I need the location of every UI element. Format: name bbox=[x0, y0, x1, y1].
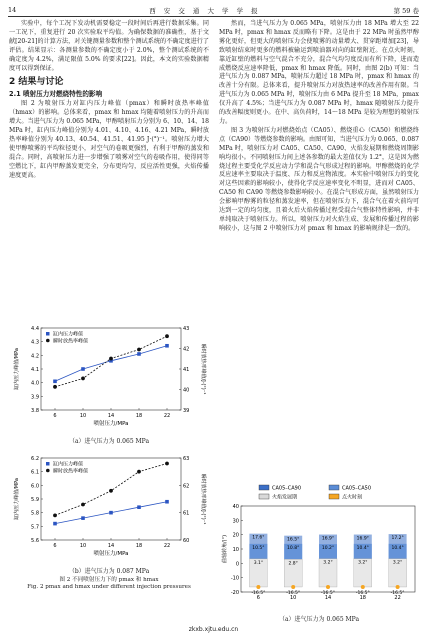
legend-label-heat-release: 瞬时放热率峰值 bbox=[53, 468, 89, 475]
y-left-tick-label: 4.0 bbox=[31, 380, 39, 387]
y-left-axis-label: 缸内压力峰值/MPa bbox=[14, 478, 20, 520]
x-tick-label: 10 bbox=[79, 413, 87, 419]
figure-3a-subcaption: （a）进气压力为 0.065 MPa bbox=[278, 616, 360, 623]
point-heat-release bbox=[81, 377, 85, 381]
ignition-marker bbox=[326, 585, 330, 589]
y-right-tick-label: 40 bbox=[183, 387, 190, 394]
legend-label-pressure: 缸内压力峰值 bbox=[53, 461, 84, 468]
point-heat-release bbox=[165, 334, 169, 338]
y-right-axis-label: 瞬时放热率峰值/J·(°)⁻¹ bbox=[200, 473, 206, 525]
x-tick-label: 14 bbox=[107, 543, 115, 549]
y-tick-label: 30 bbox=[232, 518, 239, 525]
point-pressure bbox=[137, 505, 141, 509]
paragraph-fig2-discussion: 图 2 为喷射压力对缸内压力峰值（pmax）和瞬时放热率峰值（hmax）的影响。总体来看，pmax 和 hmax 均随着喷射压力的升高而增大。当进气压力为 0.065 MPa，甲醇喷射压力分别为 6、10、14、18 MPa 时，缸内压力峰值分别为 4.01、4.10、4.16、4.21 MPa，瞬时放热率峰值分别为 40.13、40.54、41.51、41.95 J·(°)⁻¹。喷射压力增大使甲醇喷雾的平均粒径更小，对空气的卷吸更强烈，有利于甲醇的蒸发和混合。同时，高喷射压力进一步增强了喷雾对空气的卷吸作用，使得同等空燃比下，缸内甲醇蒸发更完全，分布更均匀，反应活性更强，火焰传播速度更高。 bbox=[9, 100, 209, 179]
page-number: 14 bbox=[8, 6, 17, 14]
chart-2b bbox=[9, 452, 209, 562]
x-axis-label: 喷射压力/MPa bbox=[93, 551, 129, 557]
footer-url: zkxb.xjtu.edu.cn bbox=[188, 626, 239, 633]
x-tick-label: 18 bbox=[135, 543, 143, 549]
legend-swatch bbox=[329, 494, 339, 499]
y-tick-label: -10 bbox=[230, 575, 239, 582]
legend-label: CA05–CA90 bbox=[272, 485, 302, 492]
y-left-tick-label: 4.3 bbox=[31, 339, 39, 346]
y-left-tick-label: 5.7 bbox=[31, 524, 39, 531]
y-right-tick-label: 61 bbox=[183, 510, 190, 517]
legend-label: 火焰发展期 bbox=[272, 494, 298, 501]
figure-2-caption-en: Fig. 2 pmax and hmax under different injection pressures bbox=[27, 584, 191, 590]
x-tick-label: 6 bbox=[53, 413, 57, 419]
point-heat-release bbox=[109, 489, 113, 493]
bar-label-low: 2.8° bbox=[288, 561, 298, 567]
paragraph-pressure-effect: 然而，当进气压力为 0.065 MPa，喷射压力由 18 MPa 增大至 22 MPa 时，pmax 和 hmax 反而略有下降。这是由于 22 MPa 时虽然甲醇雾化更好，但更大的喷射压力会使喷雾的动量增大、贯穿距增加[23]，导致喷射结束时更多的燃料被输运到喷油器对向的缸壁附近。在点火时刻，靠近缸壁的燃料与空气混合不充分，混合气均匀度反而有所下降，进而造成燃烧反应速率降低，pmax 和 hmax 降低。同时，由图 2(b) 可知：当进气压力为 0.087 MPa，喷射压力超过 18 MPa 时，pmax 和 hmax 的改善十分有限。总体来看，提升喷射压力对放热速率的改善作用有限。当进气压力为 0.065 MPa 时，喷射压力由 6 MPa 提升至 18 MPa，pmax 仅升高了 4.5%；当进气压力为 0.087 MPa 时，hmax 随喷射压力提升的改善幅度则更小。在中、高负荷时，14～18 MPa 是较为理想的喷射压力。 bbox=[219, 20, 419, 125]
figure-3a bbox=[219, 480, 419, 623]
legend-swatch-pressure bbox=[46, 462, 50, 466]
y-tick-label: -20 bbox=[230, 590, 239, 596]
ignition-marker bbox=[256, 585, 260, 589]
bar-label-low: 3.2° bbox=[323, 560, 333, 566]
left-column bbox=[9, 20, 209, 180]
paragraph-fig3-discussion: 图 3 为喷射压力对燃烧始点（CA05）、燃烧重心（CA50）和燃烧终点（CA90）等燃烧参数的影响。由图可知，当进气压力为 0.065、0.087 MPa 时，喷射压力对 CA05、CA50、CA90、火焰发展期和燃烧周期影响均很小。不同喷射压力间上述各参数的最大差值仅为 1.2°，这是因为燃烧过程主要受化学反应动力学和混合气形成过程的影响。甲醇燃烧的化学反应速率主要取决于温度、压力和反应物浓度。本实验中喷射压力的变化对这些因素的影响较小，使得化学反应速率变化不明显，进而对 CA05、CA50 和 CA90 等燃烧参数影响较小。在混合气形成方面，虽然喷射压力会影响甲醇雾的粒径和蒸发速率，但在喷射压力下，混合气在着火前均可达到一定的均匀度，且着火后火焰传播过程受混合气整体特性影响，并非单纯取决于喷射压力。所以，喷射压力对火焰生成、发展和传播过程的影响较小，这与图 2 中喷射压力对 pmax 和 hmax 的影响规律是一致的。 bbox=[219, 126, 419, 232]
legend-label: 点火时刻 bbox=[342, 494, 363, 501]
ignition-marker bbox=[396, 585, 400, 589]
point-pressure bbox=[53, 380, 57, 384]
y-left-tick-label: 5.6 bbox=[31, 538, 39, 544]
y-left-tick-label: 6.0 bbox=[31, 483, 39, 490]
x-tick-label: 22 bbox=[394, 595, 401, 601]
bar-label-top: 17.6° bbox=[252, 535, 265, 541]
journal-title: 西 安 交 通 大 学 学 报 bbox=[149, 6, 261, 15]
legend-label-heat-release: 瞬时放热率峰值 bbox=[53, 338, 89, 345]
y-left-tick-label: 6.2 bbox=[31, 456, 39, 462]
bar-label-ignition: -16.5° bbox=[251, 590, 266, 596]
y-left-tick-label: 5.8 bbox=[31, 510, 39, 517]
y-right-tick-label: 41 bbox=[183, 367, 190, 373]
ignition-marker bbox=[291, 585, 295, 589]
point-pressure bbox=[81, 367, 85, 371]
y-tick-label: 20 bbox=[232, 532, 239, 539]
y-left-tick-label: 5.9 bbox=[31, 497, 39, 503]
bar-label-top: 16.9° bbox=[321, 536, 335, 542]
legend-label: CA05–CA50 bbox=[342, 485, 372, 492]
y-left-tick-label: 6.1 bbox=[31, 469, 39, 476]
right-column bbox=[219, 20, 419, 234]
x-tick-label: 6 bbox=[53, 543, 57, 549]
y-tick-label: 40 bbox=[232, 504, 239, 510]
series-line-pressure bbox=[55, 346, 167, 382]
point-heat-release bbox=[137, 348, 141, 352]
bar-label-top: 16.5° bbox=[287, 537, 300, 543]
x-tick-label: 18 bbox=[359, 595, 366, 601]
section-heading: 2 结果与讨论 bbox=[9, 77, 64, 88]
legend-swatch-pressure bbox=[46, 332, 50, 336]
bar-label-mid: 10.2° bbox=[321, 546, 335, 552]
bar-label-low: 3.2° bbox=[358, 560, 368, 566]
bar-label-mid: 10.4° bbox=[391, 545, 404, 551]
bar-label-low: 3.1° bbox=[253, 560, 264, 566]
figure-2b bbox=[9, 452, 209, 575]
figure-2-caption-cn: 图 2 不同喷射压力下的 pmax 和 hmax bbox=[59, 577, 159, 583]
bar-label-top: 16.9° bbox=[356, 536, 369, 542]
y-right-tick-label: 60 bbox=[183, 538, 190, 544]
point-pressure bbox=[81, 516, 85, 520]
subsection-heading: 2.1 喷射压力对燃烧特性的影响 bbox=[9, 90, 103, 99]
point-heat-release bbox=[109, 357, 113, 361]
point-pressure bbox=[165, 344, 169, 348]
legend-swatch-heat-release bbox=[46, 469, 50, 473]
point-pressure bbox=[109, 511, 113, 515]
y-right-tick-label: 42 bbox=[183, 346, 190, 353]
figure-2a bbox=[9, 322, 209, 445]
y-right-tick-label: 43 bbox=[183, 326, 190, 332]
point-pressure bbox=[137, 352, 141, 356]
y-left-tick-label: 3.9 bbox=[31, 394, 39, 401]
legend-swatch bbox=[259, 485, 269, 490]
y-tick-label: 10 bbox=[232, 547, 239, 553]
legend-swatch-heat-release bbox=[46, 339, 50, 343]
point-heat-release bbox=[53, 514, 57, 518]
x-tick-label: 14 bbox=[107, 413, 115, 419]
x-tick-label: 10 bbox=[79, 543, 87, 549]
volume-label: 第 59 卷 bbox=[393, 6, 419, 15]
bar-label-ignition: -16.5° bbox=[321, 590, 335, 596]
point-pressure bbox=[53, 522, 57, 526]
legend-swatch bbox=[259, 494, 269, 499]
figure-2-caption bbox=[9, 577, 209, 591]
y-right-tick-label: 63 bbox=[183, 456, 190, 462]
bar-label-ignition: -16.5° bbox=[286, 590, 301, 596]
paragraph-uncertainty: 实验中，每个工况下发动机需要稳定一段时间后再进行数据采集。同一工况下，重复进行 20 次实验取平均值。为确保数据的准确性，基于文献[20-21]的计算方法，对关键测量参数和整个测试系统的不确定度进行了评估。结果显示：各测量参数的不确定度小于 2.0%，整个测试系统的不确定度为 4.2%，满足限值 5.0% 的要求[22]。因此，本文的实验数据精度可以得到保证。 bbox=[9, 20, 209, 72]
bar-label-mid: 10.4° bbox=[356, 545, 369, 551]
point-heat-release bbox=[137, 470, 141, 474]
chart-2a bbox=[9, 322, 209, 432]
y-tick-label: 0 bbox=[235, 561, 239, 568]
point-heat-release bbox=[53, 385, 57, 389]
y-right-axis-label: 瞬时放热率峰值/J·(°)⁻¹ bbox=[200, 343, 206, 395]
point-heat-release bbox=[165, 462, 169, 466]
x-tick-label: 6 bbox=[256, 595, 260, 601]
y-axis-label: 曲轴转角/(°) bbox=[222, 534, 228, 564]
legend-swatch bbox=[329, 485, 339, 490]
ignition-marker bbox=[361, 585, 365, 589]
figure-2b-subcaption: （b）进气压力为 0.087 MPa bbox=[68, 568, 150, 575]
chart-3a bbox=[219, 480, 419, 610]
x-tick-label: 14 bbox=[324, 595, 332, 601]
x-tick-label: 18 bbox=[135, 413, 143, 419]
y-right-tick-label: 39 bbox=[183, 408, 190, 414]
x-tick-label: 22 bbox=[163, 543, 171, 549]
y-left-axis-label: 缸内压力峰值/MPa bbox=[14, 348, 20, 390]
y-right-tick-label: 62 bbox=[183, 483, 190, 490]
figure-2a-subcaption: （a）进气压力为 0.065 MPa bbox=[68, 438, 150, 445]
legend-label-pressure: 缸内压力峰值 bbox=[53, 331, 84, 338]
x-tick-label: 22 bbox=[163, 413, 171, 419]
bar-label-low: 3.2° bbox=[392, 560, 403, 566]
bar-label-mid: 10.5° bbox=[252, 545, 265, 551]
point-pressure bbox=[165, 500, 169, 504]
x-tick-label: 10 bbox=[290, 595, 297, 601]
bar-label-ignition: -16.5° bbox=[390, 590, 405, 596]
y-left-tick-label: 3.8 bbox=[31, 408, 39, 414]
point-heat-release bbox=[81, 503, 85, 507]
y-left-tick-label: 4.2 bbox=[31, 353, 39, 360]
x-axis-label: 喷射压力/MPa bbox=[93, 421, 129, 427]
bar-label-top: 17.2° bbox=[391, 536, 404, 542]
bar-label-mid: 10.8° bbox=[287, 545, 300, 551]
y-left-tick-label: 4.1 bbox=[31, 367, 39, 373]
running-header bbox=[8, 4, 419, 17]
bar-label-ignition: -16.5° bbox=[355, 590, 370, 596]
y-left-tick-label: 4.4 bbox=[31, 326, 39, 332]
